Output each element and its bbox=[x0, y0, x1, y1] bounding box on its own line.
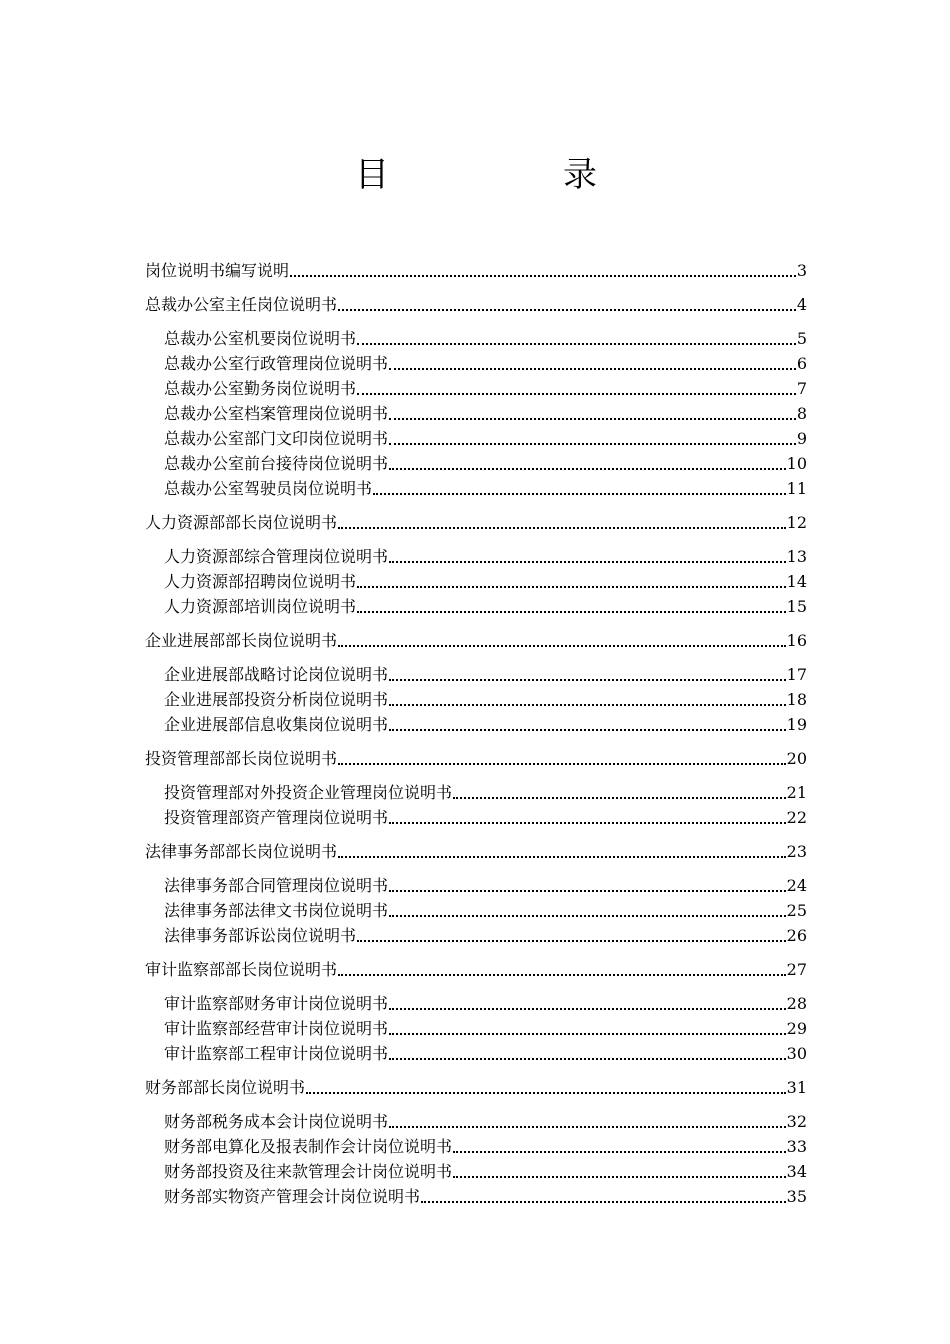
toc-leader-dots bbox=[389, 368, 796, 370]
toc-leader-dots bbox=[389, 561, 786, 563]
toc-leader-dots bbox=[389, 443, 796, 445]
toc-leader-dots bbox=[357, 343, 796, 345]
toc-entry-title: 企业进展部投资分析岗位说明书 bbox=[164, 690, 389, 709]
toc-entry-subsection[interactable] bbox=[145, 594, 807, 619]
toc-entry-title: 法律事务部诉讼岗位说明书 bbox=[164, 926, 357, 945]
toc-leader-dots bbox=[338, 645, 786, 647]
toc-leader-dots bbox=[389, 729, 786, 731]
toc-entry-subsection[interactable] bbox=[145, 805, 807, 830]
toc-page-number: 35 bbox=[786, 1187, 807, 1206]
toc-entry-title: 人力资源部综合管理岗位说明书 bbox=[164, 547, 389, 566]
toc-entry-subsection[interactable] bbox=[145, 991, 807, 1016]
toc-page-number: 32 bbox=[786, 1112, 807, 1131]
toc-leader-dots bbox=[357, 393, 796, 395]
toc-entry-title: 财务部税务成本会计岗位说明书 bbox=[164, 1112, 389, 1131]
toc-leader-dots bbox=[389, 468, 786, 470]
toc-leader-dots bbox=[389, 1126, 786, 1128]
toc-leader-dots bbox=[338, 309, 796, 311]
toc-entry-section[interactable] bbox=[145, 1075, 807, 1100]
toc-entry-title: 总裁办公室部门文印岗位说明书 bbox=[164, 429, 389, 448]
toc-leader-dots bbox=[357, 586, 786, 588]
toc-entry-subsection[interactable] bbox=[145, 923, 807, 948]
toc-leader-dots bbox=[453, 797, 786, 799]
toc-entry-title: 总裁办公室驾驶员岗位说明书 bbox=[164, 479, 373, 498]
toc-entry-subsection[interactable] bbox=[145, 780, 807, 805]
toc-page-number: 27 bbox=[786, 960, 807, 979]
toc-leader-dots bbox=[338, 763, 786, 765]
toc-entry-subsection[interactable] bbox=[145, 873, 807, 898]
toc-entry-title: 法律事务部法律文书岗位说明书 bbox=[164, 901, 389, 920]
toc-entry-title: 企业进展部部长岗位说明书 bbox=[145, 631, 338, 650]
toc-entry-title: 投资管理部对外投资企业管理岗位说明书 bbox=[164, 783, 453, 802]
toc-leader-dots bbox=[389, 890, 786, 892]
toc-page-number: 22 bbox=[786, 808, 807, 827]
toc-entry-title: 总裁办公室机要岗位说明书 bbox=[164, 329, 357, 348]
toc-entry-title: 总裁办公室档案管理岗位说明书 bbox=[164, 404, 389, 423]
toc-entry-subsection[interactable] bbox=[145, 1041, 807, 1066]
toc-entry-title: 总裁办公室勤务岗位说明书 bbox=[164, 379, 357, 398]
toc-leader-dots bbox=[389, 418, 796, 420]
toc-leader-dots bbox=[338, 856, 786, 858]
toc-leader-dots bbox=[421, 1201, 786, 1203]
toc-entry-title: 财务部电算化及报表制作会计岗位说明书 bbox=[164, 1137, 453, 1156]
toc-entry-subsection[interactable] bbox=[145, 326, 807, 351]
toc-page-number: 19 bbox=[786, 715, 807, 734]
toc-page-number: 21 bbox=[786, 783, 807, 802]
toc-entry-subsection[interactable] bbox=[145, 1134, 807, 1159]
toc-entry-title: 企业进展部战略讨论岗位说明书 bbox=[164, 665, 389, 684]
toc-entry-subsection[interactable] bbox=[145, 1184, 807, 1209]
toc-leader-dots bbox=[389, 822, 786, 824]
toc-entry-subsection[interactable] bbox=[145, 401, 807, 426]
toc-leader-dots bbox=[389, 915, 786, 917]
toc-page-number: 31 bbox=[786, 1078, 807, 1097]
toc-page-number: 14 bbox=[786, 572, 807, 591]
toc-entry-section[interactable] bbox=[145, 746, 807, 771]
toc-page-number: 3 bbox=[796, 261, 807, 280]
toc-leader-dots bbox=[357, 940, 786, 942]
toc-entry-subsection[interactable] bbox=[145, 476, 807, 501]
toc-entry-title: 审计监察部工程审计岗位说明书 bbox=[164, 1044, 389, 1063]
toc-entry-subsection[interactable] bbox=[145, 712, 807, 737]
toc-page-number: 23 bbox=[786, 842, 807, 861]
toc-entry-subsection[interactable] bbox=[145, 898, 807, 923]
toc-leader-dots bbox=[373, 493, 786, 495]
title-char-2: 录 bbox=[563, 155, 597, 195]
toc-page-number: 12 bbox=[786, 513, 807, 532]
toc-leader-dots bbox=[453, 1151, 786, 1153]
toc-entry-subsection[interactable] bbox=[145, 426, 807, 451]
toc-page-number: 4 bbox=[796, 295, 807, 314]
toc-entry-title: 投资管理部部长岗位说明书 bbox=[145, 749, 338, 768]
toc-entry-title: 企业进展部信息收集岗位说明书 bbox=[164, 715, 389, 734]
toc-page-number: 9 bbox=[796, 429, 807, 448]
toc-page-number: 26 bbox=[786, 926, 807, 945]
toc-entry-subsection[interactable] bbox=[145, 451, 807, 476]
toc-page-number: 24 bbox=[786, 876, 807, 895]
toc-page-number: 7 bbox=[796, 379, 807, 398]
toc-entry-section[interactable] bbox=[145, 258, 807, 283]
toc-leader-dots bbox=[290, 275, 796, 277]
toc-entry-subsection[interactable] bbox=[145, 1159, 807, 1184]
toc-entry-title: 财务部投资及往来款管理会计岗位说明书 bbox=[164, 1162, 453, 1181]
toc-entry-section[interactable] bbox=[145, 839, 807, 864]
toc-leader-dots bbox=[389, 704, 786, 706]
toc-leader-dots bbox=[389, 1033, 786, 1035]
toc-entry-section[interactable] bbox=[145, 628, 807, 653]
toc-entry-title: 人力资源部培训岗位说明书 bbox=[164, 597, 357, 616]
toc-entry-subsection[interactable] bbox=[145, 569, 807, 594]
toc-entry-title: 总裁办公室主任岗位说明书 bbox=[145, 295, 338, 314]
toc-page-number: 17 bbox=[786, 665, 807, 684]
toc-entry-subsection[interactable] bbox=[145, 687, 807, 712]
toc-leader-dots bbox=[338, 527, 786, 529]
toc-entry-title: 审计监察部部长岗位说明书 bbox=[145, 960, 338, 979]
toc-leader-dots bbox=[306, 1092, 786, 1094]
toc-leader-dots bbox=[389, 679, 786, 681]
toc-entry-subsection[interactable] bbox=[145, 1109, 807, 1134]
toc-entry-title: 法律事务部部长岗位说明书 bbox=[145, 842, 338, 861]
toc-page-number: 30 bbox=[786, 1044, 807, 1063]
toc-page-number: 34 bbox=[786, 1162, 807, 1181]
toc-page-number: 18 bbox=[786, 690, 807, 709]
toc-leader-dots bbox=[338, 974, 786, 976]
toc-entry-subsection[interactable] bbox=[145, 1016, 807, 1041]
toc-page-number: 15 bbox=[786, 597, 807, 616]
toc-leader-dots bbox=[389, 1008, 786, 1010]
toc-page-number: 29 bbox=[786, 1019, 807, 1038]
toc-leader-dots bbox=[453, 1176, 786, 1178]
toc-page-number: 28 bbox=[786, 994, 807, 1013]
toc-page-number: 13 bbox=[786, 547, 807, 566]
toc-page-number: 5 bbox=[796, 329, 807, 348]
toc-page-number: 25 bbox=[786, 901, 807, 920]
toc-entry-section[interactable] bbox=[145, 510, 807, 535]
toc-page-number: 20 bbox=[786, 749, 807, 768]
toc-entry-subsection[interactable] bbox=[145, 662, 807, 687]
toc-page-number: 33 bbox=[786, 1137, 807, 1156]
toc-entry-section[interactable] bbox=[145, 292, 807, 317]
toc-entry-title: 总裁办公室前台接待岗位说明书 bbox=[164, 454, 389, 473]
toc-entry-subsection[interactable] bbox=[145, 544, 807, 569]
toc-page-number: 16 bbox=[786, 631, 807, 650]
toc-entry-title: 财务部部长岗位说明书 bbox=[145, 1078, 306, 1097]
toc-entry-title: 总裁办公室行政管理岗位说明书 bbox=[164, 354, 389, 373]
toc-entry-title: 审计监察部财务审计岗位说明书 bbox=[164, 994, 389, 1013]
toc-entry-title: 投资管理部资产管理岗位说明书 bbox=[164, 808, 389, 827]
toc-entry-subsection[interactable] bbox=[145, 351, 807, 376]
toc-leader-dots bbox=[389, 1058, 786, 1060]
toc-page-number: 11 bbox=[786, 479, 807, 498]
toc-leader-dots bbox=[357, 611, 786, 613]
toc-entry-subsection[interactable] bbox=[145, 376, 807, 401]
table-of-contents bbox=[145, 258, 807, 1209]
toc-entry-title: 财务部实物资产管理会计岗位说明书 bbox=[164, 1187, 421, 1206]
toc-entry-section[interactable] bbox=[145, 957, 807, 982]
toc-entry-title: 法律事务部合同管理岗位说明书 bbox=[164, 876, 389, 895]
toc-entry-title: 审计监察部经营审计岗位说明书 bbox=[164, 1019, 389, 1038]
title-char-1: 目 bbox=[355, 155, 389, 195]
toc-entry-title: 岗位说明书编写说明 bbox=[145, 261, 290, 280]
toc-entry-title: 人力资源部部长岗位说明书 bbox=[145, 513, 338, 532]
toc-page-number: 10 bbox=[786, 454, 807, 473]
toc-page-number: 6 bbox=[796, 354, 807, 373]
page-title bbox=[0, 150, 950, 200]
toc-entry-title: 人力资源部招聘岗位说明书 bbox=[164, 572, 357, 591]
toc-page-number: 8 bbox=[796, 404, 807, 423]
